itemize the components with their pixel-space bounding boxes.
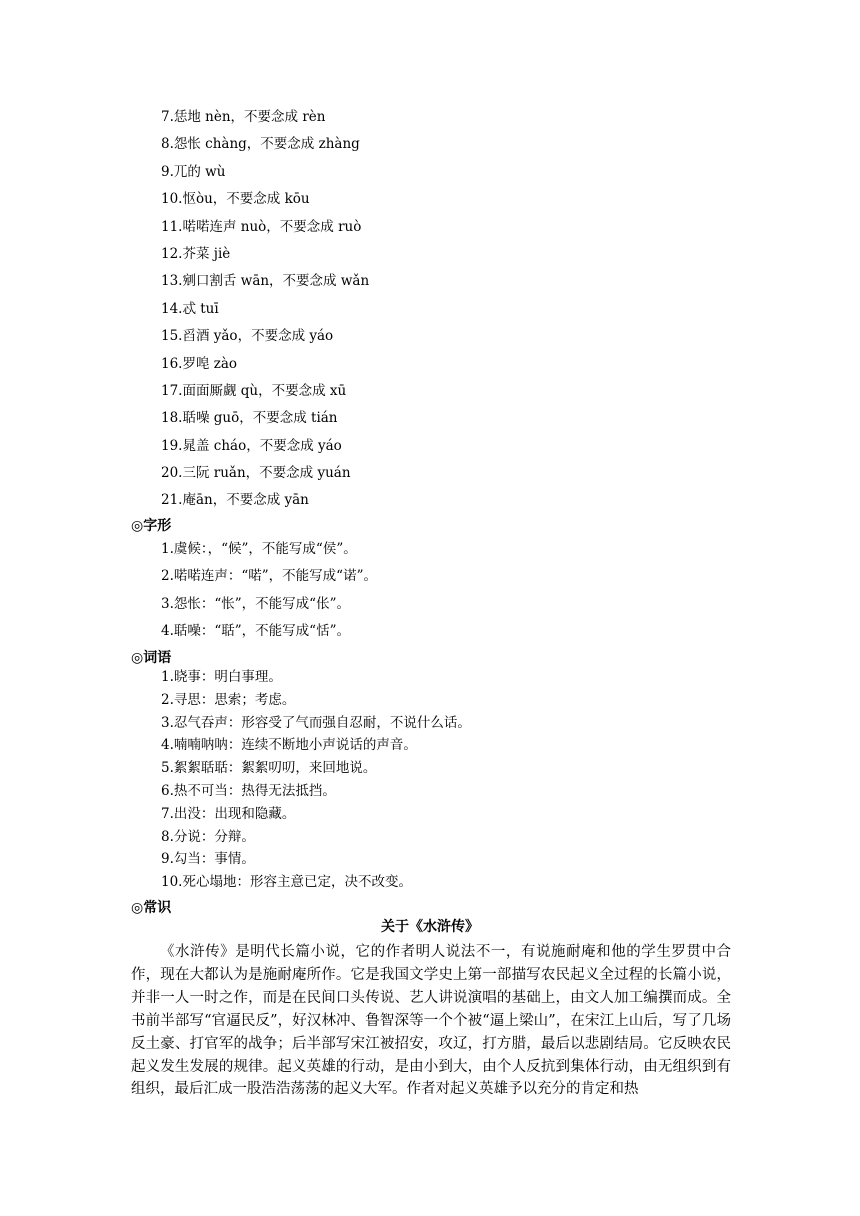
section-heading-changshi <box>131 898 171 918</box>
list-item: 9.兀的 wù <box>161 163 226 180</box>
section-marker-icon: ◎ <box>131 900 144 916</box>
section-marker-icon: ◎ <box>131 518 144 534</box>
list-item: 2.喏喏连声：“喏”，不能写成“诺”。 <box>161 568 377 585</box>
list-item: 3.忍气吞声：形容受了气而强自忍耐，不说什么话。 <box>161 714 471 731</box>
list-item: 12.芥菜 jiè <box>161 245 231 262</box>
list-item: 11.喏喏连声 nuò，不要念成 ruò <box>161 218 362 235</box>
section-title: 词语 <box>143 650 172 666</box>
list-item: 13.剜口割舌 wān，不要念成 wǎn <box>161 273 370 290</box>
list-item: 4.喃喃呐呐：连续不断地小声说话的声音。 <box>161 737 417 754</box>
list-item: 15.舀酒 yǎo，不要念成 yáo <box>161 328 334 345</box>
list-item: 20.三阮 ruǎn，不要念成 yuán <box>161 465 351 482</box>
section-heading-ciyu <box>131 648 171 668</box>
list-item: 3.怨怅：“怅”，不能写成“伥”。 <box>161 595 350 612</box>
list-item: 7.出没：出现和隐藏。 <box>161 805 296 822</box>
list-item: 21.庵ān，不要念成 yān <box>161 492 309 509</box>
list-item: 1.晓事：明白事理。 <box>161 669 282 685</box>
article-title: 关于《水浒传》 <box>381 919 479 935</box>
list-item: 5.絮絮聒聒：絮絮叨叨，来回地说。 <box>161 760 377 777</box>
list-item: 4.聒噪：“聒”，不能写成“恬”。 <box>161 623 350 640</box>
section-marker-icon: ◎ <box>131 650 144 666</box>
list-item: 17.面面厮觑 qù，不要念成 xū <box>161 382 347 399</box>
section-title: 常识 <box>143 900 172 916</box>
vocabulary-list <box>161 666 471 894</box>
list-item: 6.热不可当：热得无法抵挡。 <box>161 782 336 799</box>
list-item: 9.勾当：事情。 <box>161 851 255 868</box>
section-title: 字形 <box>143 518 172 534</box>
list-item: 10.死心塌地：形容主意已定，决不改变。 <box>161 874 412 891</box>
section-heading-zixing <box>131 516 171 536</box>
list-item: 1.虞候：，“候”，不能写成“侯”。 <box>161 541 357 557</box>
list-item: 7.恁地 nèn，不要念成 rèn <box>161 109 326 125</box>
character-form-list <box>161 536 377 646</box>
list-item: 19.晁盖 cháo，不要念成 yáo <box>161 437 342 454</box>
list-item: 10.怄òu，不要念成 kōu <box>161 191 310 208</box>
list-item: 16.罗唣 zào <box>161 355 238 372</box>
list-item: 2.寻思：思索；考虑。 <box>161 691 296 708</box>
article-body: 《水浒传》是明代长篇小说，它的作者明人说法不一，有说施耐庵和他的学生罗贯中合作，现在大都认为是施耐庵所作。它是我国文学史上第一部描写农民起义全过程的长篇小说，并非一人一时之作，而是在民间口头传说、艺人讲说演唱的基础上，由文人加工编撰而成。全书前半部写“官逼民反”，好汉林冲、鲁智深等一个个被“逼上梁山”，在宋江上山后，写了几场反土豪、打官军的战争；后半部写宋江被招安，攻辽，打方腊，最后以悲剧结局。它反映农民起义发生发展的规律。起义英雄的行动，是由小到大，由个人反抗到集体行动，由无组织到有组织，最后汇成一股浩浩荡荡的起义大军。作者对起义英雄予以充分的肯定和热 <box>131 944 731 1098</box>
list-item: 18.聒噪 guō，不要念成 tián <box>161 410 338 427</box>
list-item: 8.怨怅 chàng，不要念成 zhàng <box>161 136 360 153</box>
list-item: 14.忒 tuī <box>161 300 219 317</box>
list-item: 8.分说：分辩。 <box>161 828 255 845</box>
pronunciation-list <box>161 104 369 515</box>
